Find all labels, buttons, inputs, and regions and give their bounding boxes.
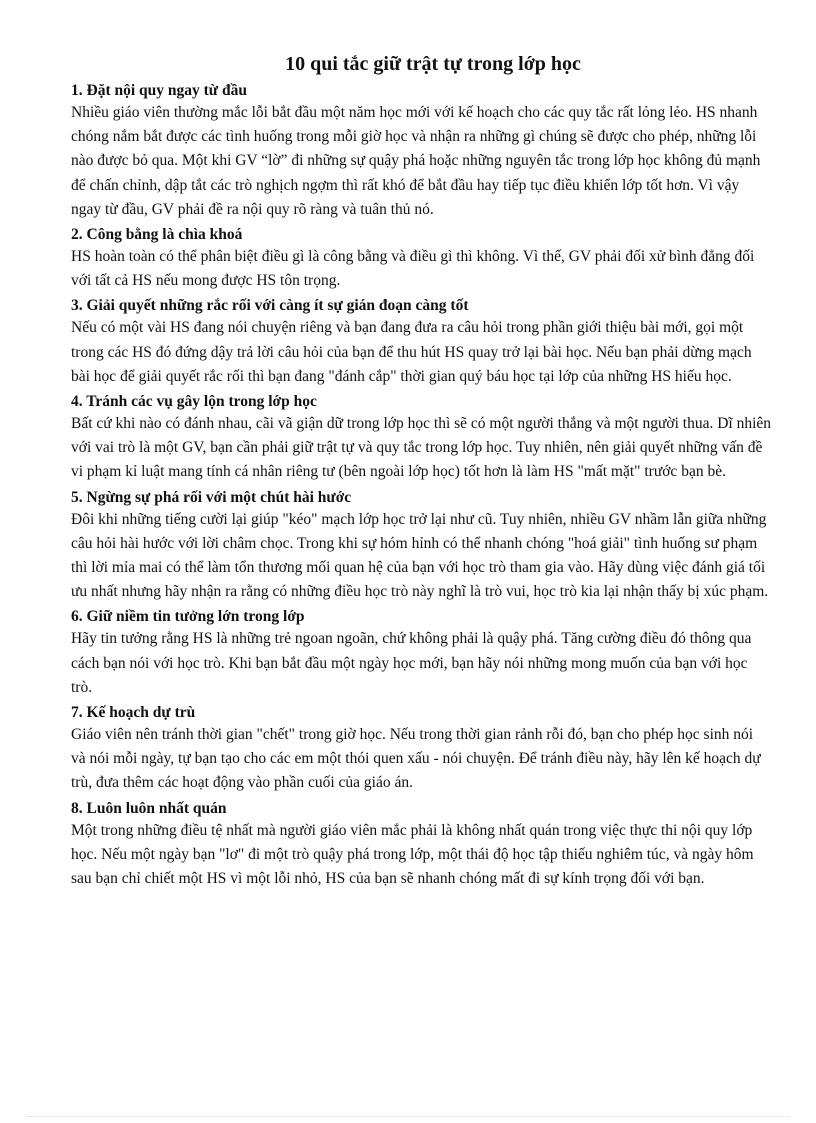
- section-body: HS hoàn toàn có thể phân biệt điều gì là công bằng và điều gì thì không. Vì thế, GV phải đối xử bình đẳng đối với tất cả HS nếu mong được HS tôn trọng.: [71, 248, 755, 290]
- section-body: Giáo viên nên tránh thời gian "chết" trong giờ học. Nếu trong thời gian rảnh rỗi đó, bạn cho phép học sinh nói và nói mỗi ngày, tự bạn tạo cho các em một thói quen xấu - nói chuyện. Để tránh điều này, hãy lên kế hoạch dự trù, đưa thêm các hoạt động vào phần cuối của giáo án.: [71, 726, 761, 792]
- section-heading: 5. Ngừng sự phá rối với một chút hài hước: [71, 488, 352, 506]
- section-heading: 7. Kế hoạch dự trù: [71, 704, 196, 722]
- section-1: [71, 80, 771, 222]
- section-heading: 4. Tránh các vụ gây lộn trong lớp học: [71, 393, 317, 411]
- section-body: Đôi khi những tiếng cười lại giúp "kéo" mạch lớp học trở lại như cũ. Tuy nhiên, nhiều GV nhầm lẫn giữa những câu hỏi hài hước với lời châm chọc. Trong khi sự hóm hỉnh có thể nhanh chóng "hoá giải" tình huống sư phạm thì lời mỉa mai có thể làm tổn thương mối quan hệ của bạn với học trò tham gia vào. Hãy dùng việc đánh giá tối ưu nhất nhưng hãy nhận ra rằng có những điều học trò này nghĩ là trò vui, học trò kia lại nhận thấy bị xúc phạm.: [71, 510, 769, 601]
- section-heading: 6. Giữ niềm tin tưởng lớn trong lớp: [71, 608, 305, 626]
- section-5: [71, 487, 771, 605]
- section-body: Hãy tin tưởng rằng HS là những trẻ ngoan ngoãn, chứ không phải là quậy phá. Tăng cường điều đó thông qua cách bạn nói với học trò. Khi bạn bắt đầu một ngày học mới, bạn hãy nói những mong muốn của bạn với học trò.: [71, 630, 752, 696]
- section-4: [71, 391, 771, 485]
- page-bottom-divider: [26, 1116, 790, 1117]
- section-body: Nhiều giáo viên thường mắc lỗi bắt đầu một năm học mới với kế hoạch cho các quy tắc rất lỏng lẻo. HS nhanh chóng nắm bắt được các tình huống trong mỗi giờ học và nhận ra những gì chúng sẽ được cho phép, những lỗi nào được bỏ qua. Một khi GV “lờ” đi những sự quậy phá hoặc những nguyên tắc trong lớp học không đủ mạnh để chấn chỉnh, dập tắt các trò nghịch ngợm thì rất khó để bắt đầu hay tiếp tục điều khiển lớp tốt hơn. Vì vậy ngay từ đầu, GV phải đề ra nội quy rõ ràng và tuân thủ nó.: [71, 104, 761, 218]
- section-heading: 2. Công bằng là chìa khoá: [71, 226, 243, 244]
- document-title: 10 qui tắc giữ trật tự trong lớp học: [285, 53, 581, 75]
- section-body: Nếu có một vài HS đang nói chuyện riêng và bạn đang đưa ra câu hỏi trong phần giới thiệu bài mới, gọi một trong các HS đó đứng dậy trả lời câu hỏi của bạn để thu hút HS quay trở lại bài học. Nếu bạn phải dừng mạch bài học để giải quyết rắc rối thì bạn đang "đánh cắp" thời gian quý báu học tại lớp của những HS hiếu học.: [71, 319, 752, 385]
- section-8: [71, 798, 771, 892]
- section-body: Một trong những điều tệ nhất mà người giáo viên mắc phải là không nhất quán trong việc thực thi nội quy lớp học. Nếu một ngày bạn "lơ" đi một trò quậy phá trong lớp, một thái độ học tập thiếu nghiêm túc, và ngày hôm sau bạn chỉ chiết một HS vì một lỗi nhỏ, HS của bạn sẽ nhanh chóng mất đi sự kính trọng đối với bạn.: [71, 821, 754, 888]
- section-heading: 3. Giải quyết những rắc rối với càng ít sự gián đoạn càng tốt: [71, 297, 469, 315]
- section-body: Bất cứ khi nào có đánh nhau, cãi vã giận dữ trong lớp học thì sẽ có một người thắng và một người thua. Dĩ nhiên với vai trò là một GV, bạn cần phải giữ trật tự và quy tắc trong lớp học. Tuy nhiên, nên giải quyết những vấn đề vi phạm kỉ luật mang tính cá nhân riêng tư (bên ngoài lớp học) tốt hơn là làm HS "mất mặt" trước bạn bè.: [71, 415, 772, 481]
- section-7: [71, 702, 771, 796]
- document-page: [71, 50, 771, 893]
- section-6: [71, 606, 771, 700]
- section-heading: 1. Đặt nội quy ngay từ đầu: [71, 82, 247, 99]
- section-2: [71, 224, 771, 293]
- section-3: [71, 295, 771, 389]
- section-heading: 8. Luôn luôn nhất quán: [71, 799, 227, 817]
